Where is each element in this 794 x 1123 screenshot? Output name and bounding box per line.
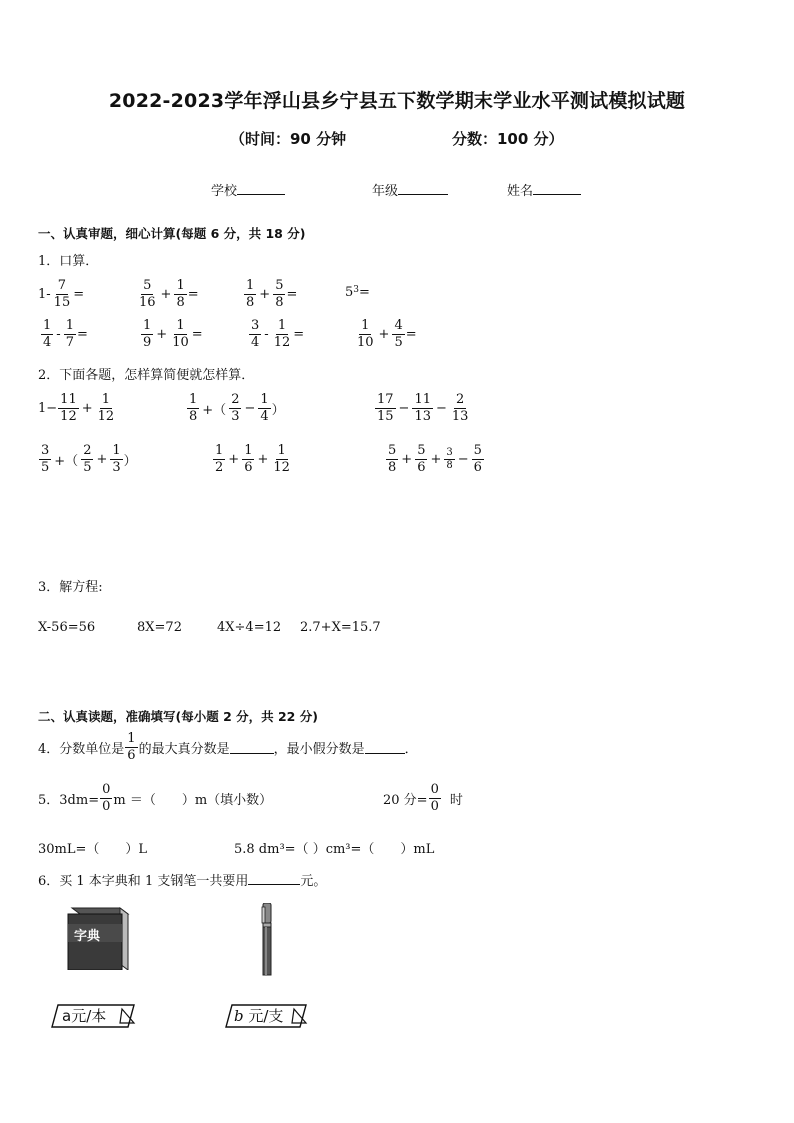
q3-eq-3: 4X÷4=12 [217, 620, 282, 635]
page-title: 2022-2023学年浮山县乡宁县五下数学期末学业水平测试模拟试题 [108, 90, 686, 112]
pen-image [260, 903, 274, 977]
school-label: 学校 [211, 184, 238, 199]
school-blank[interactable] [237, 182, 285, 195]
q1-r1-b: $\frac{5}{16}$ + $\frac{1}{8}$ = [139, 278, 199, 310]
q2-e4: $\frac{3}{5}$ +（ $\frac{2}{5}$ + $\frac{1}{3}$ ） [41, 443, 137, 475]
price-tag-b-text: b 元/支 [234, 1007, 284, 1025]
q1-r2-a: $\frac{1}{4}$ - $\frac{1}{7}$ = [43, 318, 88, 350]
grade-blank[interactable] [398, 182, 448, 195]
q2-e3: $\frac{17}{15}$ − $\frac{11}{13}$ − $\frac{2}{13}$ [377, 392, 469, 424]
q1-r2-d: $\frac{1}{10}$ + $\frac{4}{5}$ = [357, 318, 417, 350]
q6-blank[interactable] [248, 872, 300, 885]
name-field [507, 180, 581, 199]
q1-r1-a: 1- $\frac{7}{15}$ = [38, 278, 85, 310]
q4: 4．分数单位是 $\frac{1}{6}$ 的最大真分数是 ，最小假分数是 ． [38, 731, 418, 763]
grade-label: 年级 [372, 184, 399, 199]
exam-score: 分数：100 分） [452, 130, 564, 148]
q5-c: 30mL=（ ）L [38, 842, 148, 857]
q4-blank-2[interactable] [365, 741, 405, 754]
price-tag-a-text: a元/本 [62, 1007, 107, 1025]
q4-blank-1[interactable] [230, 741, 274, 754]
q2-e1: 1− $\frac{11}{12}$ + $\frac{1}{12}$ [38, 392, 115, 424]
q2-label: 2．下面各题，怎样算简便就怎样算． [38, 368, 255, 383]
q1-r2-c: $\frac{3}{4}$ - $\frac{1}{12}$ = [251, 318, 305, 350]
name-label: 姓名 [507, 184, 534, 199]
q1-r1-c: $\frac{1}{8}$ + $\frac{5}{8}$ = [246, 278, 298, 310]
q6: 6．买 1 本字典和 1 支钢笔一共要用 元。 [38, 874, 327, 889]
q1-label: 1．口算． [38, 254, 99, 269]
school-field [211, 180, 285, 199]
q3-eq-1: X-56=56 [38, 620, 96, 635]
dictionary-label: 字典 [74, 929, 101, 944]
section1-heading: 一、认真审题，细心计算(每题 6 分，共 18 分) [38, 226, 306, 241]
q5-b: 20 分= $\frac{0}{0}$ 时 [383, 782, 463, 814]
q3-eq-4: 2.7+X=15.7 [300, 620, 381, 635]
q3-label: 3．解方程: [38, 580, 103, 595]
q1-r2-b: $\frac{1}{9}$ + $\frac{1}{10}$ = [143, 318, 203, 350]
q3-eq-2: 8X=72 [137, 620, 182, 635]
q2-e2: $\frac{1}{8}$ +（ $\frac{2}{3}$ − $\frac{1}{4}$ ） [189, 392, 285, 424]
q5-d: 5.8 dm³=（ ）cm³=（ ）mL [234, 842, 435, 857]
q2-e6: $\frac{5}{8}$ + $\frac{5}{6}$ + $\frac{3}{8}$ − $\frac{5}{6}$ [388, 443, 482, 475]
q2-e5: $\frac{1}{2}$ + $\frac{1}{6}$ + $\frac{1}{12}$ [215, 443, 290, 475]
grade-field [372, 180, 448, 199]
name-blank[interactable] [533, 182, 581, 195]
section2-heading: 二、认真读题，准确填写(每小题 2 分，共 22 分) [38, 709, 318, 724]
q1-r1-d: 5 3 = [345, 284, 370, 300]
exam-time: （时间：90 分钟 [230, 130, 347, 148]
q5-a: 5．3dm= $\frac{0}{0}$ m ＝（ ）m（填小数） [38, 782, 273, 814]
